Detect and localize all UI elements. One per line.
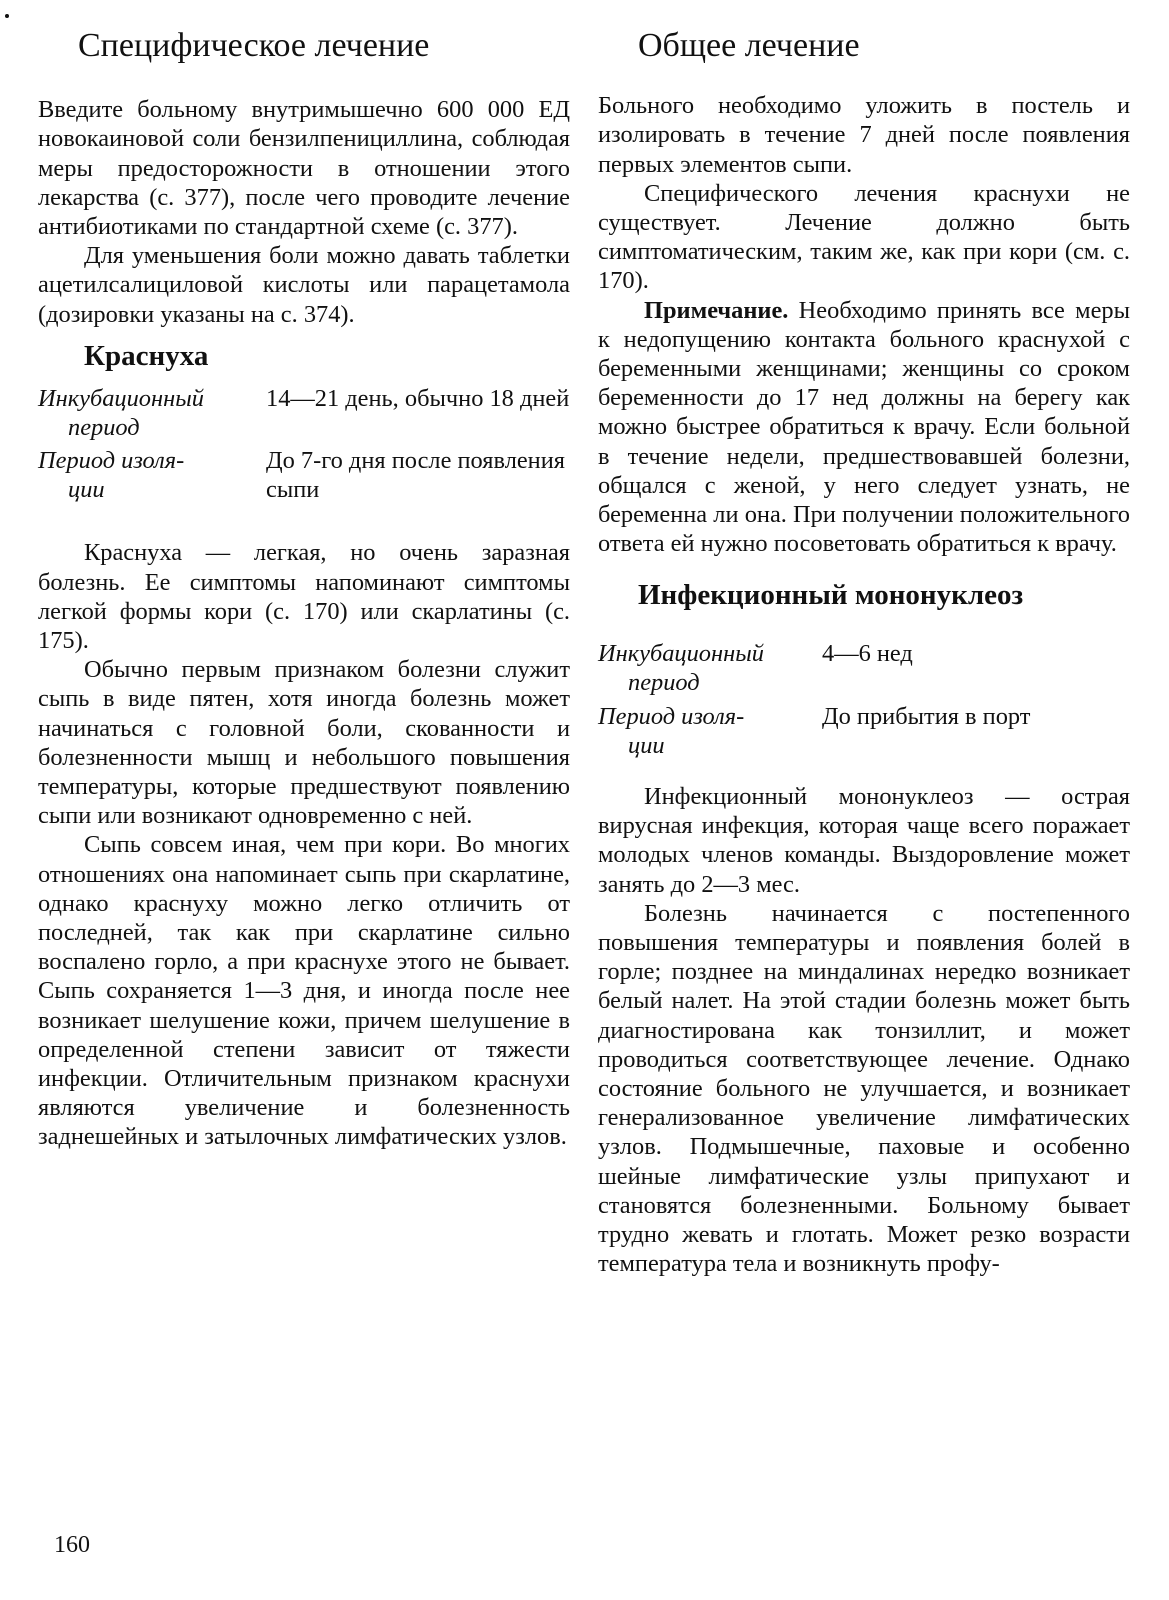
paragraph: Введите больному внутримышечно 600 000 ЕД новокаиновой соли бензилпенициллина, соблюдая меры предосторожности в отношении этого лекарства (с. 377), после чего проводите лечение антибиотиками по стандартной схеме (с. 377). [38, 96, 570, 240]
paragraph: Специфического лечения краснухи не существует. Лечение должно быть симптоматическим, таким же, как при кори (см. с. 170). [598, 179, 1130, 295]
note-label: Примечание. [644, 296, 789, 324]
incubation-period-row [38, 384, 570, 442]
specific-treatment-heading: Специфическое лечение [78, 27, 430, 64]
isolation-value: До прибытия в порт [822, 702, 1031, 730]
isolation-period-row [598, 702, 1130, 760]
general-treatment-heading: Общее лечение [638, 27, 860, 64]
incubation-term: Инкубационный период [598, 640, 764, 697]
incubation-term: Инкубационный период [38, 384, 204, 441]
paragraph: Краснуха — легкая, но очень заразная болезнь. Ее симптомы напоминают симптомы легкой формы кори (с. 170) или скарлатины (с. 175). [38, 539, 570, 654]
mononucleosis-heading: Инфекционный мононуклеоз [638, 579, 1024, 612]
note-text: Необходимо принять все меры к недопущению контакта больного краснухой с беременными женщинами; женщины со сроком беременности до 17 нед должны на берегу как можно быстрее обратиться к врачу. Если больной в течение недели, предшествовавшей болезни, общался с женой, у него следует узнать, не беременна ли она. При получении положительного ответа ей нужно посоветовать обратиться к врачу. [598, 296, 1130, 558]
paragraph: Обычно первым признаком болезни служит сыпь в виде пятен, хотя иногда болезнь может начинаться с головной боли, скованности и болезненности мышц и небольшого повышения температуры, которые предшествуют появлению сыпи или возникают одновременно с ней. [38, 656, 570, 830]
note-paragraph [598, 296, 1130, 559]
page-number: 160 [54, 1532, 90, 1558]
left-column [38, 26, 570, 1152]
incubation-period-row [598, 639, 1130, 697]
right-column [598, 26, 1130, 1278]
paragraph: Болезнь начинается с постепенного повышения температуры и появления болей в горле; позднее на миндалинах нередко возникает белый налет. На этой стадии болезнь может быть диагностирована как тонзиллит, и может проводиться соответствующее лечение. Однако состояние больного не улучшается, и возникает генерализованное увеличение лимфатических узлов. Подмышечные, паховые и особенно шейные лимфатические узлы припухают и становятся болезненными. Больному бывает трудно жевать и глотать. Может резко возрасти температура тела и возникнуть профу- [598, 899, 1130, 1278]
rubella-heading: Краснуха [84, 339, 209, 372]
stray-mark [5, 14, 9, 18]
isolation-term: Период изоля- ции [598, 702, 745, 759]
isolation-value: До 7-го дня после появления сыпи [266, 446, 566, 504]
paragraph: Для уменьшения боли можно давать таблетки ацетилсалициловой кислоты или парацетамола (дозировки указаны на с. 374). [38, 242, 570, 328]
paragraph: Больного необходимо уложить в постель и изолировать в течение 7 дней после появления первых элементов сыпи. [598, 92, 1130, 178]
paragraph: Инфекционный мононуклеоз — острая вирусная инфекция, которая чаще всего поражает молодых членов команды. Выздоровление может занять до 2—3 мес. [598, 782, 1130, 898]
isolation-period-row [38, 446, 570, 504]
paragraph: Сыпь совсем иная, чем при кори. Во многих отношениях она напоминает сыпь при скарлатине, однако краснуху можно легко отличить от последней, так как при скарлатине сильно воспалено горло, а при краснухе этого не бывает. Сыпь сохраняется 1—3 дня, и иногда после нее возникает шелушение кожи, причем шелушение в определенной степени зависит от тяжести инфекции. Отличительным признаком краснухи являются увеличение и болезненность заднешейных и затылочных лимфатических узлов. [38, 831, 570, 1151]
incubation-value: 4—6 нед [822, 640, 913, 668]
isolation-term: Период изоля- ции [38, 446, 185, 504]
incubation-value: 14—21 день, обычно 18 дней [266, 384, 570, 412]
